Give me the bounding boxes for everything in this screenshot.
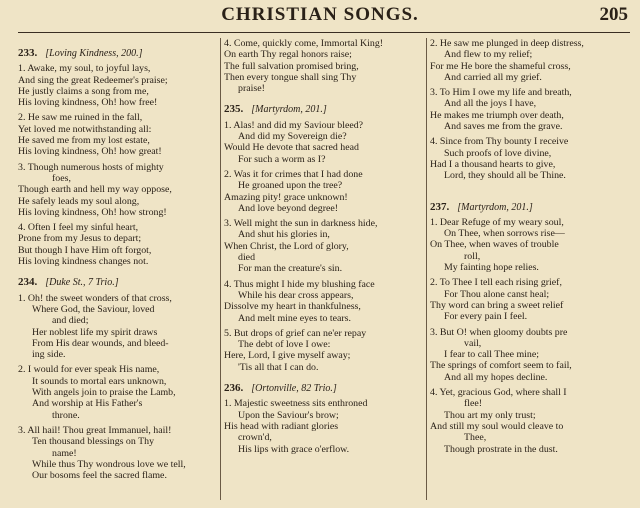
verse-line: When Christ, the Lord of glory, [224,240,349,252]
verse-line: Had I a thousand hearts to give, [430,158,556,170]
verse-line: And saves me from the grave. [444,121,563,133]
hymn-verse [430,87,632,132]
verse-line: The springs of comfort seem to fail, [430,360,572,372]
verse-line: vail, [464,337,482,349]
verse-line: He groaned upon the tree? [238,180,343,192]
hymn-verse [18,425,215,481]
verse-line: praise! [238,83,265,95]
verse-line: 4. Often I feel my sinful heart, [18,222,139,234]
hymn-heading [18,277,215,288]
verse-line: Though earth and hell my way oppose, [18,184,172,196]
hymn-heading [18,48,215,59]
verse-line: For such a worm as I? [238,153,326,165]
verse-line: Then every tongue shall sing Thy [224,71,357,83]
verse-line: 3. To Him I owe my life and breath, [430,87,572,99]
hymn-verse [430,327,632,383]
column-divider-left [220,38,221,500]
hymn-tune: [Ortonville, 82 Trio.] [251,383,337,395]
verse-line: Where God, the Saviour, loved [32,303,155,315]
verse-line: Amazing pity! grace unknown! [224,191,348,203]
header-rule [18,32,630,33]
verse-line: His head with radiant glories [224,420,339,432]
verse-line: And all the joys I have, [444,98,537,110]
verse-line: Lord, they should all be Thine. [444,170,566,182]
verse-line: His loving kindness, Oh! how strong! [18,206,167,218]
hymn-verse [18,222,215,267]
verse-line: And carried all my grief. [444,71,542,83]
verse-line: His lips with grace o'erflow. [238,443,350,455]
verse-line: Yet loved me notwithstanding all: [18,123,152,135]
verse-line: And sing the great Redeemer's praise; [18,74,168,86]
verse-line: Such proofs of love divine, [444,147,552,159]
verse-line: And melt mine eyes to tears. [238,312,351,324]
verse-line: 2. To Thee I tell each rising grief, [430,277,562,289]
verse-line: And worship at His Father's [32,398,143,410]
hymn-verse [224,38,421,94]
verse-line: 3. But O! when gloomy doubts pre [430,326,568,338]
verse-line: On earth Thy regal honors raise; [224,49,352,61]
verse-line: 3. Well might the sun in darkness hide, [224,218,378,230]
verse-line: Would He devote that sacred head [224,142,359,154]
verse-line: And love beyond degree! [238,202,339,214]
verse-line: 1. Awake, my soul, to joyful lays, [18,63,151,75]
verse-line: His loving kindness, Oh! how free! [18,97,158,109]
verse-line: Thy word can bring a sweet relief [430,299,564,311]
hymn-tune: [Loving Kindness, 200.] [45,48,143,59]
verse-line: Ten thousand blessings on Thy [32,436,155,448]
verse-line: His loving kindness changes not. [18,256,149,268]
verse-line: 2. He saw me plunged in deep distress, [430,38,584,49]
verse-line: With angels join to praise the Lamb, [32,387,176,399]
hymn-verse [224,398,421,454]
hymn-verse [18,112,215,157]
verse-line: 4. Thus might I hide my blushing face [224,278,375,290]
hymn-verse [224,120,421,165]
hymn-number: 235. [224,103,244,116]
verse-line: It sounds to mortal ears unknown, [32,375,167,387]
verse-line: Thou art my only trust; [444,409,536,421]
hymn-tune: [Martyrdom, 201.] [251,104,327,116]
verse-line: name! [52,447,77,459]
hymn-verse [18,364,215,420]
hymn-verse [430,38,632,83]
verse-line: But though I have Him oft forgot, [18,244,152,256]
hymn-verse [430,136,632,181]
verse-line: 'Tis all that I can do. [238,361,319,373]
verse-line: On Thee, when sorrows rise— [444,228,565,240]
verse-line: For Thou alone canst heal; [444,288,550,300]
verse-line: On Thee, when waves of trouble [430,239,559,251]
verse-line: I fear to call Thee mine; [444,349,539,361]
verse-line: And still my soul would cleave to [430,420,564,432]
page-title: CHRISTIAN SONGS. [221,4,419,25]
verse-line: 4. Come, quickly come, Immortal King! [224,38,384,49]
verse-line: While thus Thy wondrous love we tell, [32,458,186,470]
verse-line: The debt of love I owe: [238,339,331,351]
verse-line: ing side. [32,349,66,361]
column-left [18,38,215,504]
hymn-number: 233. [18,47,38,59]
verse-line: 2. Was it for crimes that I had done [224,168,363,180]
column-middle [224,38,421,504]
verse-line: 3. All hail! Thou great Immanuel, hail! [18,424,172,436]
verse-line: 4. Yet, gracious God, where shall I [430,387,567,399]
hymn-verse [430,387,632,455]
verse-line: 2. I would for ever speak His name, [18,364,160,376]
hymn-verse [18,63,215,108]
verse-line: He saved me from my lost estate, [18,135,150,147]
verse-line: and died; [52,315,89,327]
verse-line: And all my hopes decline. [444,371,548,383]
verse-line: Prone from my Jesus to depart; [18,233,142,245]
verse-line: While his dear cross appears, [238,289,354,301]
verse-line: For every pain I feel. [444,311,528,323]
column-right [430,38,632,504]
verse-line: throne. [52,409,80,421]
hymn-heading [224,104,421,115]
verse-line: 2. He saw me ruined in the fall, [18,112,143,124]
verse-line: 3. Though numerous hosts of mighty [18,161,164,173]
verse-line: foes, [52,172,71,184]
verse-line: 4. Since from Thy bounty I receive [430,136,569,148]
hymn-verse [18,293,215,361]
verse-line: He safely leads my soul along, [18,195,140,207]
verse-line: He makes me triumph over death, [430,109,564,121]
verse-line: And did my Sovereign die? [238,131,347,143]
verse-line: Upon the Saviour's brow; [238,409,339,421]
verse-line: 1. Oh! the sweet wonders of that cross, [18,292,172,304]
verse-line: The full salvation promised bring, [224,60,359,72]
hymn-verse [224,169,421,214]
verse-line: 1. Majestic sweetness sits enthroned [224,398,368,410]
verse-line: My fainting hope relies. [444,262,539,274]
verse-line: died [238,252,256,264]
hymn-verse [430,217,632,273]
hymn-number: 236. [224,382,244,395]
hymn-number: 234. [18,276,38,289]
verse-line: He justly claims a song from me, [18,85,149,97]
hymn-number: 237. [430,200,450,213]
verse-line: Her noblest life my spirit draws [32,326,158,338]
hymn-verse [430,277,632,322]
hymn-tune: [Duke St., 7 Trio.] [45,277,119,289]
hymn-tune: [Martyrdom, 201.] [457,201,533,213]
verse-line: Dissolve my heart in thankfulness, [224,301,361,313]
column-divider-right [426,38,427,500]
verse-line: And flew to my relief; [444,49,533,61]
verse-line: 1. Alas! and did my Saviour bleed? [224,119,364,131]
verse-line: crown'd, [238,432,272,444]
hymn-verse [224,328,421,373]
verse-line: For man the creature's sin. [238,263,343,275]
verse-line: For me He bore the shameful cross, [430,60,571,72]
hymn-heading [224,383,421,394]
verse-line: 5. But drops of grief can ne'er repay [224,327,367,339]
verse-line: roll, [464,250,481,262]
verse-line: Our bosoms feel the sacred flame. [32,470,167,482]
verse-line: Thee, [464,432,487,444]
hymn-verse [224,279,421,324]
verse-line: 1. Dear Refuge of my weary soul, [430,216,564,228]
hymn-heading [430,202,632,213]
verse-line: flee! [464,398,483,410]
hymn-verse [18,162,215,218]
verse-line: Here, Lord, I give myself away; [224,350,351,362]
hymn-verse [224,218,421,274]
verse-line: His loving kindness, Oh! how great! [18,146,162,158]
verse-line: And shut his glories in, [238,229,330,241]
verse-line: From His dear wounds, and bleed- [32,337,169,349]
verse-line: Though prostrate in the dust. [444,443,558,455]
page-number: 205 [599,4,628,25]
